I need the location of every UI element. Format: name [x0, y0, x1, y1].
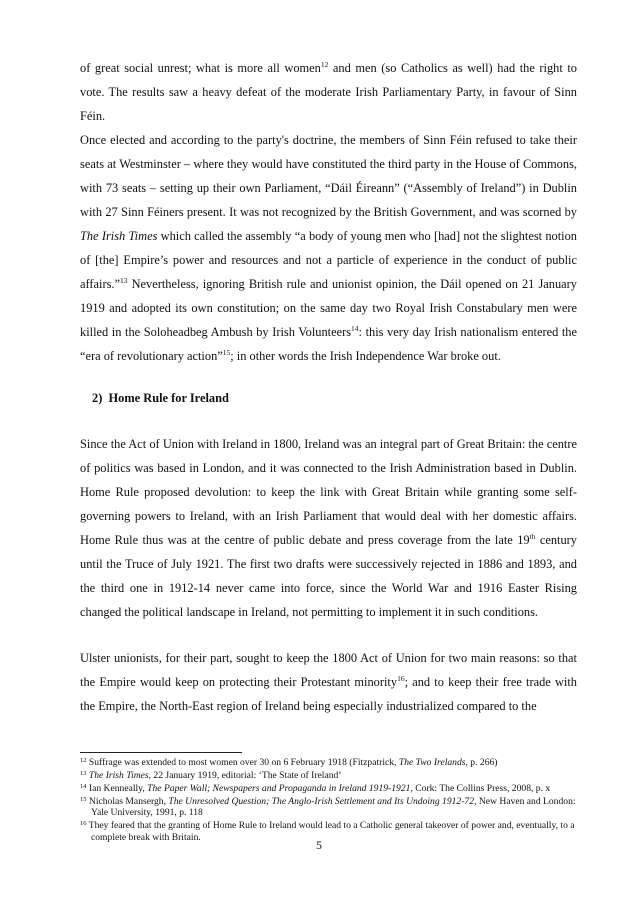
footnote-ref-15[interactable]: 15	[222, 348, 231, 357]
footnote-text: Suffrage was extended to most women over 30 on 6 February 1918 (Fitzpatrick,	[86, 757, 399, 768]
footnote-ref-16[interactable]: 16	[397, 674, 405, 683]
newspaper-title: The Irish Times	[80, 229, 158, 243]
body-text	[80, 56, 577, 718]
footnote-text: Ian Kenneally,	[86, 783, 148, 794]
text-run: ; in other words the Irish Independence War broke out.	[230, 349, 501, 363]
paragraph-women-suffrage	[80, 56, 577, 128]
text-run: Once elected and according to the party's doctrine, the members of Sinn Féin refused to take their seats at Westminster – where they would have constituted the third party in the House of Commons, with 73 seats – setting up their own Parliament, “Dáil Éireann” (“Assembly of Ireland”) in Dublin with 27 Sinn Féiners present. It was not recognized by the British Government, and was scorned by	[80, 133, 577, 219]
paragraph-ulster-unionists	[80, 646, 577, 718]
footnote-title: The Two Irelands	[398, 757, 466, 768]
footnote-text: Nicholas Mansergh,	[86, 796, 169, 807]
footnote-text: Cork: The Collins Press, 2008, p. x	[412, 783, 551, 794]
text-run: Since the Act of Union with Ireland in 1800, Ireland was an integral part of Great Britain: the centre of politics was based in London, and it was connected to the Irish Administration based in Dublin. Home Rule proposed devolution: to keep the link with Great Britain while granting some self-governing powers to Ireland, with an Irish Parliament that would deal with her domestic affairs. Home Rule thus was at the centre of public debate and press coverage from the late 19	[80, 437, 577, 547]
footnote-text: , p. 266)	[465, 757, 498, 768]
footnote-15	[80, 796, 577, 819]
footnote-separator	[80, 752, 242, 753]
paragraph-dail-eireann	[80, 128, 577, 368]
footnote-number: 13	[80, 770, 87, 777]
text-run: : this very day Irish nationalism entered the “era of revolutionary action”	[80, 325, 578, 363]
footnote-number: 15	[80, 796, 87, 803]
page-number: 5	[316, 838, 322, 852]
footnote-14	[80, 783, 577, 794]
text-run: ; and to keep their free trade with the Empire, the North-East region of Ireland being especially industrialized compared to the	[80, 675, 577, 713]
spacer	[80, 368, 577, 386]
footnote-ref-14[interactable]: 14	[351, 324, 359, 333]
footnote-ref-12[interactable]: 12	[320, 60, 329, 69]
footnote-text: They feared that the granting of Home Rule to Ireland would lead to a Catholic general takeover of power and, eventually, to a complete break with Britain.	[86, 820, 575, 843]
footnote-12	[80, 757, 577, 768]
text-run: Ulster unionists, for their part, sought to keep the 1800 Act of Union for two main reasons: so that the Empire would keep on protecting their Protestant minority	[80, 651, 577, 689]
spacer	[80, 624, 577, 646]
footnote-ref-13[interactable]: 13	[120, 276, 128, 285]
footnote-number: 14	[80, 783, 87, 790]
text-run: and men (so Catholics as well) had the right to vote. The results saw a heavy defeat of the moderate Irish Parliamentary Party, in favour of Sinn Féin.	[80, 61, 577, 123]
footnote-title: The Unresolved Question; The Anglo-Irish Settlement and Its Undoing 1912-72,	[168, 796, 477, 807]
spacer	[80, 410, 577, 432]
footnote-text: New Haven and London: Yale University, 1991, p. 118	[91, 796, 576, 819]
ordinal-suffix: th	[529, 532, 536, 541]
footnote-number: 16	[80, 820, 87, 828]
text-run: which called the assembly “a body of young men who [had] not the slightest notion of [the] Empire’s power and resources and not a particle of experience in the conduct of public affairs.”	[80, 229, 577, 291]
footnotes	[80, 757, 577, 845]
paragraph-home-rule	[80, 432, 577, 624]
text-run: Nevertheless, ignoring British rule and unionist opinion, the Dáil opened on 21 January 1919 and adopted its own constitution; on the same day two Royal Irish Constabulary men were killed in the Soloheadbeg Ambush by Irish Volunteers	[80, 277, 577, 339]
footnote-title: The Paper Wall; Newspapers and Propaganda in Ireland 1919-1921,	[147, 783, 413, 794]
footnote-title: The Irish Times	[88, 770, 149, 781]
section-heading: 2) Home Rule for Ireland	[92, 391, 229, 405]
footnote-number: 12	[80, 757, 87, 764]
text-run: of great social unrest; what is more all women	[80, 61, 321, 75]
text-run: century until the Truce of July 1921. The first two drafts were successively rejected in 1886 and 1893, and the third one in 1912-14 never came into force, since the World War and 1916 Easter Rising changed the political landscape in Ireland, not permitting to implement it in such conditions.	[80, 533, 577, 619]
footnote-text: , 22 January 1919, editorial: ‘The State of Ireland’	[148, 770, 342, 781]
footnote-13	[80, 770, 577, 781]
